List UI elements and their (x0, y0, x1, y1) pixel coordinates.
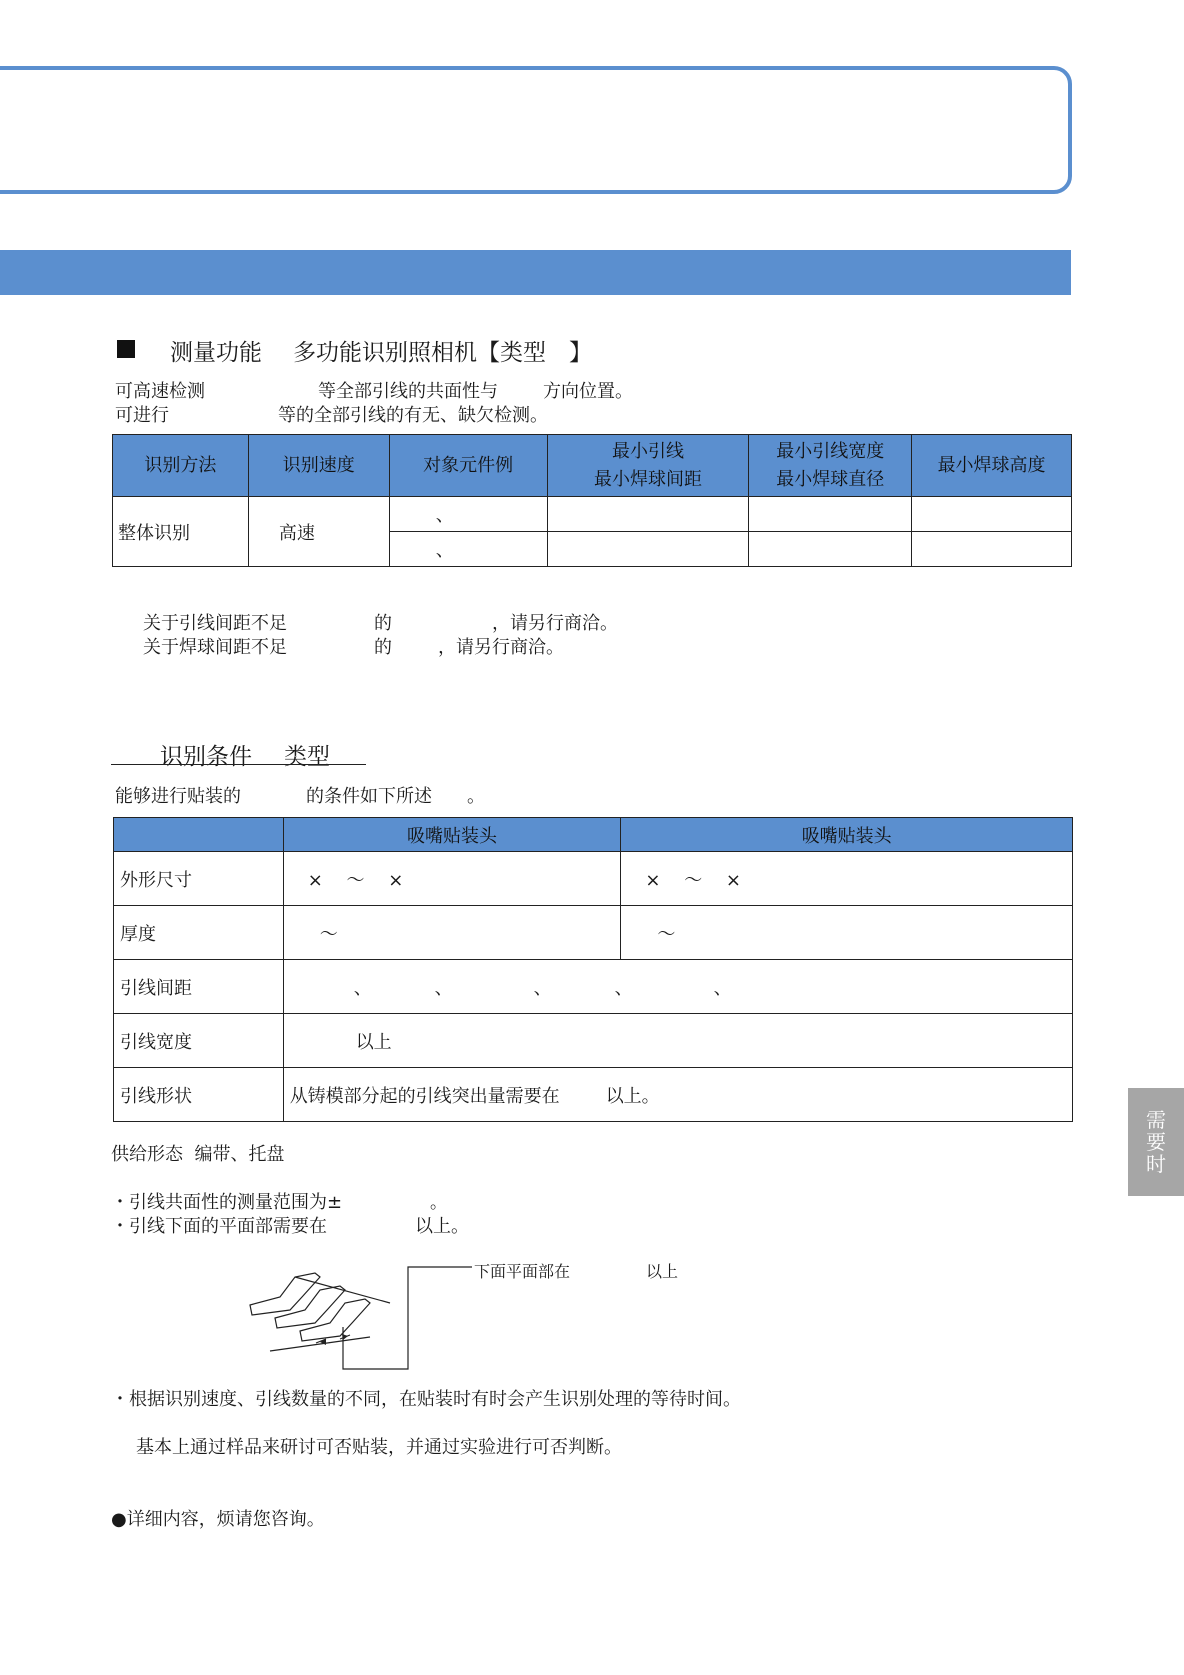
table-row (113, 497, 1072, 532)
section1-title-left: 测量功能 (170, 340, 262, 366)
table-header-row (113, 435, 1072, 497)
supply-form: 供给形态 编带、托盘 (111, 1144, 285, 1165)
header-frame (0, 66, 1072, 194)
row-label-lead-pitch: 引线间距 (114, 960, 284, 1014)
note1-c: ，请另行商洽。 (492, 613, 618, 634)
section-band (0, 250, 1071, 295)
cell-lead-shape (283, 1068, 1072, 1122)
table-row (114, 1068, 1073, 1122)
feasibility-note: 基本上通过样品来研讨可否贴装，并通过实验进行可否判断。 (136, 1437, 622, 1458)
note2-b: 的 (374, 637, 392, 658)
cell-lead-shape-a: 从铸模部分起的引线突出量需要在 (289, 1085, 560, 1107)
recognition-method-table (112, 434, 1072, 567)
header-min-height: 最小焊球高度 (912, 435, 1072, 497)
cell-size-1: × ～ × (283, 852, 621, 906)
table-row (114, 1014, 1073, 1068)
table-row (114, 960, 1073, 1014)
cell-component-1: 、 (389, 497, 547, 532)
table-row (114, 852, 1073, 906)
contact-note: ●详细内容，烦请您咨询。 (111, 1509, 325, 1530)
section2-intro-c: 。 (467, 786, 485, 807)
header-min-width-line1: 最小引线宽度 (776, 440, 885, 462)
cell-lead-width: 以上 (283, 1014, 1072, 1068)
section2-title-underline (111, 764, 366, 765)
header-nozzle-head-1: 吸嘴贴装头 (283, 818, 621, 852)
bullet3: ・根据识别速度、引线数量的不同，在贴装时有时会产生识别处理的等待时间。 (111, 1389, 741, 1410)
cell-thickness-1: ～ (283, 906, 621, 960)
cell-component-2: 、 (389, 532, 547, 567)
cell-lead-pitch: 、 、 、 、 、 (283, 960, 1072, 1014)
header-min-width-line2: 最小焊球直径 (776, 468, 885, 490)
diagram-label-a: 下面平面部在 (474, 1262, 571, 1281)
cell-speed: 高速 (248, 497, 389, 567)
note1-a: 关于引线间距不足 (143, 613, 287, 634)
cell-empty (912, 532, 1072, 567)
cell-empty (547, 497, 749, 532)
bullet2-a: ・引线下面的平面部需要在 (111, 1216, 327, 1237)
header-component: 对象元件例 (389, 435, 547, 497)
header-speed: 识别速度 (248, 435, 389, 497)
cell-method: 整体识别 (113, 497, 249, 567)
note2-c: ，请另行商洽。 (438, 637, 564, 658)
header-min-width (749, 435, 912, 497)
header-min-lead-line1: 最小引线 (611, 440, 684, 462)
intro-line2-b: 等的全部引线的有无、缺欠检测。 (278, 405, 548, 426)
diagram-label-b: 以上 (646, 1262, 679, 1281)
bullet-square-icon (117, 340, 135, 358)
cell-empty (749, 497, 912, 532)
note1-b: 的 (374, 613, 392, 634)
lead-flatness-diagram (240, 1255, 490, 1375)
cell-empty (912, 497, 1072, 532)
row-label-thickness: 厚度 (114, 906, 284, 960)
cell-thickness-2: ～ (621, 906, 1073, 960)
bullet1-b: 。 (430, 1193, 447, 1213)
recognition-conditions-table (113, 817, 1073, 1122)
note2-a: 关于焊球间距不足 (143, 637, 287, 658)
section1-title-right: 多功能识别照相机【类型 】 (293, 340, 592, 366)
section2-title-a: 识别条件 (160, 744, 252, 770)
intro-line1-a: 可高速检测 (115, 381, 205, 402)
intro-line1-b: 等全部引线的共面性与 (318, 381, 498, 402)
header-blank (114, 818, 284, 852)
header-min-lead (547, 435, 749, 497)
table-header-row (114, 818, 1073, 852)
section2-intro-b: 的条件如下所述 (306, 786, 432, 807)
row-label-lead-width: 引线宽度 (114, 1014, 284, 1068)
row-label-lead-shape: 引线形状 (114, 1068, 284, 1122)
cell-empty (547, 532, 749, 567)
bullet2-b: 以上。 (415, 1216, 469, 1237)
intro-line1-c: 方向位置。 (543, 381, 633, 402)
table-row (114, 906, 1073, 960)
section2-title-b: 类型 (284, 744, 330, 770)
cell-size-2: × ～ × (621, 852, 1073, 906)
section2-intro-a: 能够进行贴装的 (115, 786, 241, 807)
bullet1-a: ・引线共面性的测量范围为± (111, 1192, 343, 1213)
cell-lead-shape-b: 以上。 (605, 1085, 660, 1107)
intro-line2-a: 可进行 (115, 405, 169, 426)
header-method: 识别方法 (113, 435, 249, 497)
header-nozzle-head-2: 吸嘴贴装头 (621, 818, 1073, 852)
header-min-lead-line2: 最小焊球间距 (593, 468, 702, 490)
row-label-size: 外形尺寸 (114, 852, 284, 906)
side-tab[interactable] (1128, 1088, 1184, 1196)
side-tab-label: 需要时 (1146, 1108, 1166, 1176)
cell-empty (749, 532, 912, 567)
